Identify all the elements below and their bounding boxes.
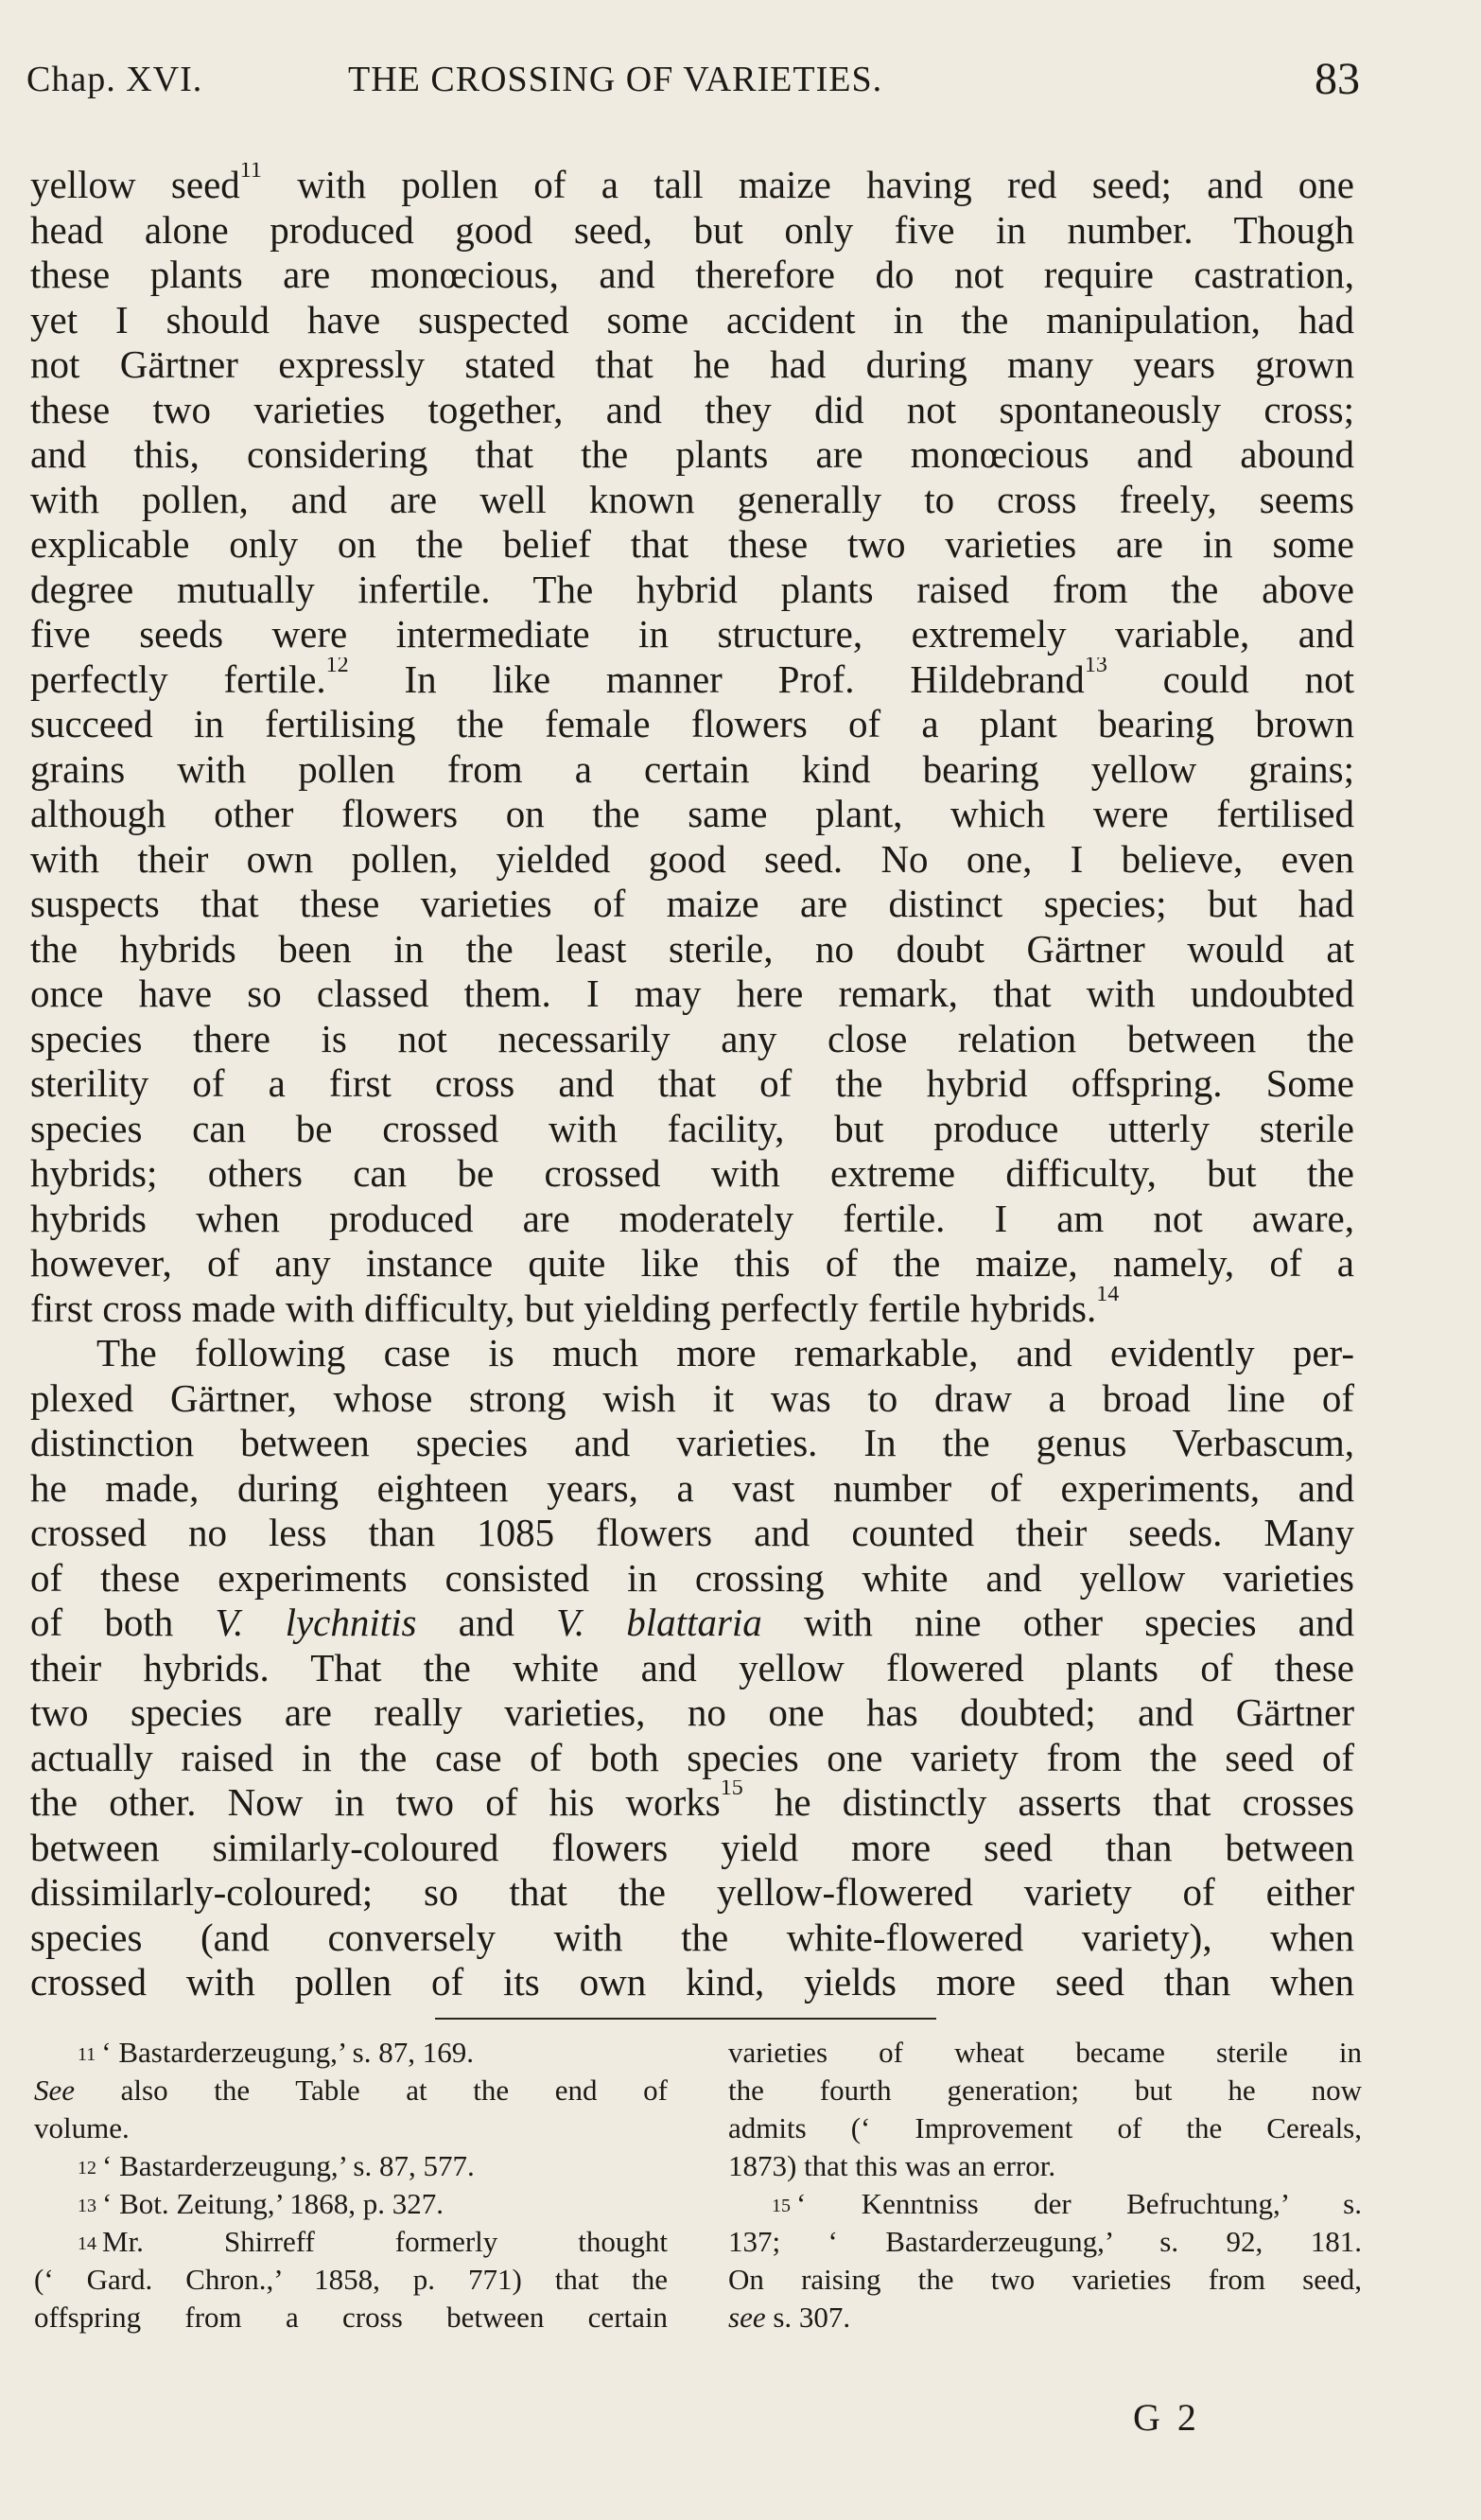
text-segment: (‘ Gard. Chron.,’ 1858, p. 771) that the (34, 2263, 668, 2296)
footnote-rule (435, 2018, 936, 2020)
text-segment: hybrids when produced are moderately fertile. I am not aware, (30, 1196, 1354, 1240)
text-segment: plexed Gärtner, whose strong wish it was to draw a broad line of (30, 1375, 1354, 1420)
text-segment: although other flowers on the same plant, which were fertilised (30, 792, 1354, 835)
text-segment: ‘ Kenntniss der Befruchtung,’ s. (796, 2187, 1362, 2220)
text-line (30, 208, 1354, 254)
text-segment: their hybrids. That the white and yellow flowered plants of these (30, 1645, 1354, 1689)
text-line (30, 1061, 1354, 1107)
italic-segment: V. blattaria (556, 1601, 762, 1644)
text-line (30, 568, 1354, 613)
text-line (30, 1511, 1354, 1556)
italic-segment: see (728, 2301, 766, 2334)
text-line (30, 1241, 1354, 1286)
text-line (30, 747, 1354, 793)
text-segment: these plants are monœcious, and therefore do not require castration, (30, 253, 1354, 296)
footnote-reference: 12 (325, 656, 349, 677)
text-segment: with pollen of a tall maize having red seed; and one (261, 163, 1354, 206)
text-line (30, 1331, 1354, 1376)
text-segment: could not (1106, 656, 1354, 701)
text-segment: between similarly-coloured flowers yield more seed than between (30, 1825, 1354, 1869)
footnote-reference: 11 (239, 163, 262, 183)
text-segment: he made, during eighteen years, a vast number of experiments, and (30, 1465, 1354, 1510)
footnote-line (728, 2223, 1362, 2261)
text-segment: once have so classed them. I may here remark, that with undoubted (30, 971, 1354, 1015)
text-line (30, 253, 1354, 298)
text-segment: dissimilarly-coloured; so that the yellow-flowered variety of either (30, 1870, 1354, 1914)
footnote-marker: 11 (78, 2044, 96, 2065)
text-segment: hybrids; others can be crossed with extreme difficulty, but the (30, 1151, 1354, 1195)
text-line (30, 1870, 1354, 1916)
text-line (30, 1151, 1354, 1197)
text-segment: explicable only on the belief that these two varieties are in some (30, 522, 1354, 566)
text-line (30, 1690, 1354, 1736)
text-segment: first cross made with difficulty, but yielding perfectly fertile hybrids. (30, 1286, 1097, 1330)
italic-segment: See (34, 2074, 76, 2107)
text-line (30, 1826, 1354, 1871)
text-segment: The following case is much more remarkable, and evidently per- (96, 1331, 1354, 1374)
text-segment: species can be crossed with facility, but produce utterly sterile (30, 1106, 1354, 1150)
text-segment: with nine other species and (761, 1601, 1354, 1644)
text-segment: 137; ‘ Bastarderzeugung,’ s. 92, 181. (728, 2225, 1362, 2258)
text-line (30, 298, 1354, 343)
text-segment: sterility of a first cross and that of the hybrid offspring. Some (30, 1061, 1354, 1105)
text-segment: he distinctly asserts that crosses (742, 1780, 1354, 1824)
text-line (30, 927, 1354, 972)
text-segment: ‘ Bot. Zeitung,’ 1868, p. 327. (102, 2187, 444, 2220)
main-text (30, 163, 1354, 2005)
text-line (30, 792, 1354, 837)
italic-segment: V. lychnitis (215, 1601, 417, 1644)
text-line (30, 1286, 1354, 1332)
text-line (30, 1466, 1354, 1512)
text-segment: distinction between species and varieties. In the genus Verbascum, (30, 1421, 1354, 1464)
footnote-line (728, 2034, 1362, 2072)
text-line (30, 1960, 1354, 2005)
signature-mark: G 2 (1133, 2396, 1200, 2439)
footnote-line (34, 2147, 668, 2185)
footnotes-right-column (728, 2034, 1362, 2336)
text-line (30, 432, 1354, 478)
footnote-marker: 14 (78, 2233, 96, 2254)
footnote-line (728, 2261, 1362, 2299)
running-title: THE CROSSING OF VARIETIES. (348, 60, 883, 99)
text-line (30, 163, 1354, 208)
text-segment: offspring from a cross between certain (34, 2301, 668, 2334)
text-line (30, 702, 1354, 747)
footnotes-left-column (34, 2034, 668, 2336)
text-segment: not Gärtner expressly stated that he had during many years grown (30, 342, 1354, 386)
text-segment: suspects that these varieties of maize are distinct species; but had (30, 882, 1354, 925)
text-segment: degree mutually infertile. The hybrid plants raised from the above (30, 567, 1354, 611)
text-line (30, 388, 1354, 433)
text-line (30, 1646, 1354, 1691)
text-segment: On raising the two varieties from seed, (728, 2263, 1362, 2296)
footnote-reference: 13 (1084, 656, 1107, 677)
footnote-line (34, 2223, 668, 2261)
text-line (30, 1421, 1354, 1466)
text-segment: the hybrids been in the least sterile, no doubt Gärtner would at (30, 926, 1354, 971)
text-segment: crossed no less than 1085 flowers and counted their seeds. Many (30, 1511, 1354, 1554)
text-segment: s. 307. (765, 2301, 851, 2334)
text-segment: five seeds were intermediate in structure, extremely variable, and (30, 612, 1354, 656)
text-segment: however, of any instance quite like this of the maize, namely, of a (30, 1241, 1354, 1285)
text-line (30, 1376, 1354, 1422)
text-segment: crossed with pollen of its own kind, yields more seed than when (30, 1960, 1354, 2004)
text-segment: admits (‘ Improvement of the Cereals, (728, 2111, 1362, 2144)
footnote-reference: 15 (720, 1780, 743, 1800)
text-segment: Mr. Shirreff formerly thought (102, 2225, 668, 2258)
text-segment: head alone produced good seed, but only five in number. Though (30, 207, 1354, 252)
text-segment: species there is not necessarily any close relation between the (30, 1016, 1354, 1060)
footnote-line (34, 2299, 668, 2336)
text-line (30, 1017, 1354, 1062)
text-segment: succeed in fertilising the female flowers of a plant bearing brown (30, 702, 1354, 745)
text-segment: of both (30, 1601, 216, 1644)
text-segment: two species are really varieties, no one has doubted; and Gärtner (30, 1690, 1354, 1734)
text-segment: with pollen, and are well known generally to cross freely, seems (30, 477, 1354, 521)
text-segment: 1873) that this was an error. (728, 2149, 1056, 2182)
text-segment: In like manner Prof. Hildebrand (348, 656, 1085, 701)
text-line (30, 1107, 1354, 1152)
text-segment: also the Table at the end of (75, 2074, 668, 2107)
text-line (30, 1736, 1354, 1781)
text-segment: and this, considering that the plants are monœcious and abound (30, 432, 1354, 476)
footnote-marker: 13 (78, 2196, 96, 2216)
footnote-line (728, 2109, 1362, 2147)
footnote-reference: 14 (1096, 1286, 1120, 1306)
text-segment: the fourth generation; but he now (728, 2074, 1362, 2107)
text-segment: with their own pollen, yielded good seed. No one, I believe, even (30, 836, 1354, 881)
text-segment: volume. (34, 2111, 130, 2144)
footnote-line (728, 2147, 1362, 2185)
text-segment: grains with pollen from a certain kind bearing yellow grains; (30, 746, 1354, 791)
text-line (30, 882, 1354, 927)
footnote-line (728, 2072, 1362, 2109)
text-line (30, 522, 1354, 568)
text-line (30, 971, 1354, 1017)
chapter-label: Chap. XVI. (26, 60, 203, 99)
text-segment: species (and conversely with the white-flowered variety), when (30, 1915, 1354, 1959)
text-segment: and (416, 1601, 557, 1644)
text-segment: yellow seed (30, 163, 240, 206)
text-segment: actually raised in the case of both species one variety from the seed of (30, 1735, 1354, 1779)
text-segment: ‘ Bastarderzeugung,’ s. 87, 169. (101, 2036, 474, 2069)
text-segment: perfectly fertile. (30, 656, 326, 701)
footnote-line (728, 2185, 1362, 2223)
footnote-line (34, 2109, 668, 2147)
text-line (30, 1197, 1354, 1242)
running-header (26, 54, 1360, 125)
footnote-line (34, 2034, 668, 2072)
text-line (30, 1916, 1354, 1961)
text-segment: of these experiments consisted in crossing white and yellow varieties (30, 1555, 1354, 1600)
text-line (30, 342, 1354, 388)
footnote-line (34, 2261, 668, 2299)
text-line (30, 612, 1354, 657)
footnote-line (34, 2072, 668, 2109)
text-line (30, 478, 1354, 523)
footnote-line (728, 2299, 1362, 2336)
text-segment: varieties of wheat became sterile in (728, 2036, 1362, 2069)
text-segment: yet I should have suspected some accident in the manipulation, had (30, 297, 1354, 341)
text-line (30, 657, 1354, 703)
text-line (30, 1601, 1354, 1646)
page-number: 83 (1315, 54, 1360, 104)
footnote-line (34, 2185, 668, 2223)
text-line (30, 1780, 1354, 1826)
text-segment: the other. Now in two of his works (30, 1780, 721, 1824)
text-segment: ‘ Bastarderzeugung,’ s. 87, 577. (102, 2149, 475, 2182)
footnote-marker: 12 (78, 2158, 96, 2179)
text-line (30, 837, 1354, 883)
text-line (30, 1556, 1354, 1601)
text-segment: these two varieties together, and they did not spontaneously cross; (30, 387, 1354, 431)
footnote-marker: 15 (772, 2196, 791, 2216)
